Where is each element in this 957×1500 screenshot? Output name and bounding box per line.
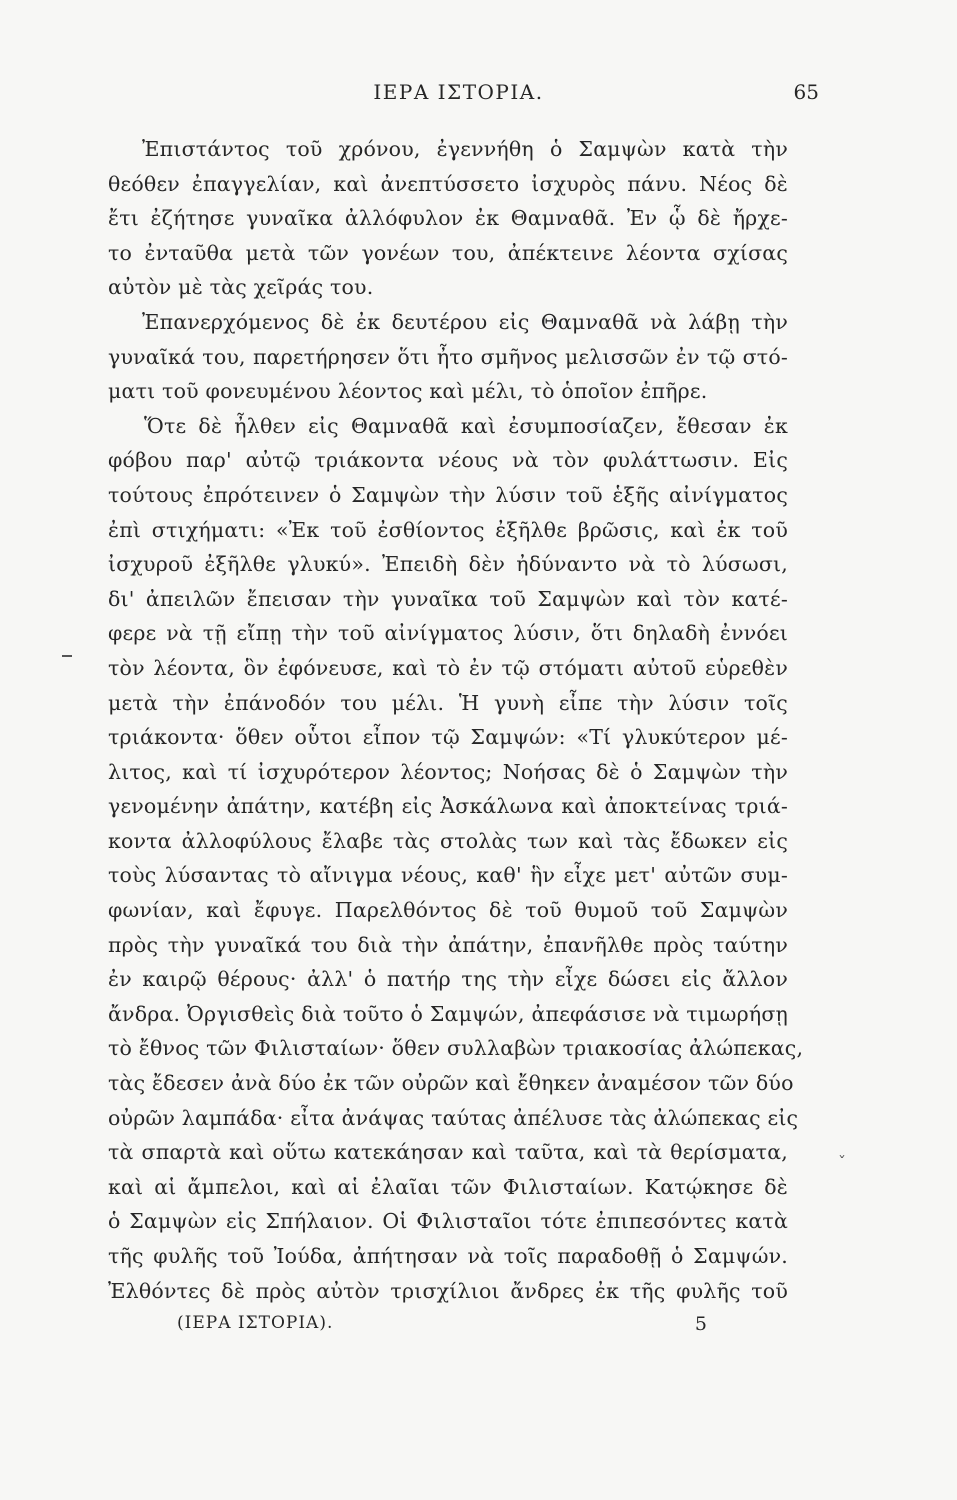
text-line: τὸ ἔθνος τῶν Φιλισταίων· ὅθεν συλλαβὼν τριακοσίας ἀλώπεκας, (108, 1036, 804, 1061)
margin-dash (62, 655, 72, 657)
text-line: κοντα ἀλλοφύλους ἔλαβε τὰς στολὰς των καὶ τὰς ἔδωκεν εἰς (108, 828, 788, 853)
text-line: λιτος, καὶ τί ἰσχυρότερον λέοντος; Νοήσας δὲ ὁ Σαμψὼν τὴν (108, 759, 788, 784)
text-line: φόβου παρ' αὐτῷ τριάκοντα νέους νὰ τὸν φυλάττωσιν. Εἰς (108, 448, 788, 473)
text-line: φερε νὰ τῇ εἴπῃ τὴν τοῦ αἰνίγματος λύσιν, ὅτι δηλαδὴ ἐννόει (108, 621, 788, 646)
page-number: 65 (793, 80, 819, 104)
text-line: τὸν λέοντα, ὃν ἐφόνευσε, καὶ τὸ ἐν τῷ στόματι αὐτοῦ εὑρεθὲν (108, 655, 788, 680)
text-line: οὐρῶν λαμπάδα· εἶτα ἀνάψας ταύτας ἀπέλυσε τὰς ἀλώπεκας εἰς (108, 1105, 799, 1130)
text-line: ἐν καιρῷ θέρους· ἀλλ' ὁ πατήρ της τὴν εἶχε δώσει εἰς ἄλλον (108, 967, 788, 992)
text-line: Ἐλθόντες δὲ πρὸς αὐτὸν τρισχίλιοι ἄνδρες ἐκ τῆς φυλῆς τοῦ (108, 1278, 788, 1303)
print-tick-mark: ˇ (838, 1153, 846, 1172)
running-head (110, 80, 819, 112)
body-text (108, 132, 804, 1308)
text-line: ἰσχυροῦ ἐξῆλθε γλυκύ». Ἐπειδὴ δὲν ἠδύναντο νὰ τὸ λύσωσι, (108, 552, 788, 577)
text-line: Ἐπιστάντος τοῦ χρόνου, ἐγεννήθη ὁ Σαμψὼν κατὰ τὴν (142, 137, 788, 161)
text-line: ἄνδρα. Ὀργισθεὶς διὰ τοῦτο ὁ Σαμψών, ἀπεφάσισε νὰ τιμωρήσῃ (108, 1001, 788, 1026)
text-line: γυναῖκά του, παρετήρησεν ὅτι ἦτο σμῆνος μελισσῶν ἐν τῷ στό- (108, 344, 788, 369)
text-line: ἐπὶ στιχήματι: «Ἐκ τοῦ ἐσθίοντος ἐξῆλθε βρῶσις, καὶ ἐκ τοῦ (108, 517, 788, 542)
text-line: τριάκοντα· ὅθεν οὗτοι εἶπον τῷ Σαμψών: «Τί γλυκύτερον μέ- (108, 725, 788, 750)
text-line: ἔτι ἐζήτησε γυναῖκα ἀλλόφυλον ἐκ Θαμναθᾶ. Ἐν ᾧ δὲ ἤρχε- (108, 206, 788, 231)
text-line: το ἐνταῦθα μετὰ τῶν γονέων του, ἀπέκτεινε λέοντα σχίσας (108, 240, 788, 265)
text-line: καὶ αἱ ἄμπελοι, καὶ αἱ ἐλαῖαι τῶν Φιλισταίων. Κατῴκησε δὲ (108, 1174, 788, 1199)
text-line: ματι τοῦ φονευμένου λέοντος καὶ μέλι, τὸ ὁποῖον ἐπῆρε. (108, 379, 708, 404)
signature-line (177, 1313, 707, 1343)
text-line: φωνίαν, καὶ ἔφυγε. Παρελθόντος δὲ τοῦ θυμοῦ τοῦ Σαμψὼν (108, 898, 788, 923)
text-line: τῆς φυλῆς τοῦ Ἰούδα, ἀπήτησαν νὰ τοῖς παραδοθῇ ὁ Σαμψών. (108, 1244, 788, 1268)
text-line: Ἐπανερχόμενος δὲ ἐκ δευτέρου εἰς Θαμναθᾶ νὰ λάβῃ τὴν (142, 309, 788, 334)
text-line: θεόθεν ἐπαγγελίαν, καὶ ἀνεπτύσσετο ἰσχυρὸς πάνυ. Νέος δὲ (108, 171, 788, 196)
text-line: τοὺς λύσαντας τὸ αἴνιγμα νέους, καθ' ἣν εἶχε μετ' αὐτῶν συμ- (108, 863, 788, 888)
text-line: μετὰ τὴν ἐπάνοδόν του μέλι. Ἡ γυνὴ εἶπε τὴν λύσιν τοῖς (108, 690, 788, 715)
signature-text: (ΙΕΡΑ ΙΣΤΟΡΙΑ). (177, 1313, 334, 1333)
text-line: ὁ Σαμψὼν εἰς Σπήλαιον. Οἱ Φιλισταῖοι τότε ἐπιπεσόντες κατὰ (108, 1209, 788, 1234)
text-line: πρὸς τὴν γυναῖκά του διὰ τὴν ἀπάτην, ἐπανῆλθε πρὸς ταύτην (108, 932, 788, 957)
text-line: αὐτὸν μὲ τὰς χεῖράς του. (108, 275, 374, 300)
running-title: ΙΕΡΑ ΙΣΤΟΡΙΑ. (373, 80, 544, 104)
text-line: Ὅτε δὲ ἦλθεν εἰς Θαμναθᾶ καὶ ἐσυμποσίαζεν, ἔθεσαν ἐκ (144, 413, 788, 438)
text-line: τὰ σπαρτὰ καὶ οὕτω κατεκάησαν καὶ ταῦτα, καὶ τὰ θερίσματα, (108, 1140, 788, 1165)
text-line: δι' ἀπειλῶν ἔπεισαν τὴν γυναῖκα τοῦ Σαμψὼν καὶ τὸν κατέ- (108, 586, 788, 611)
text-line: γενομένην ἀπάτην, κατέβη εἰς Ἀσκάλωνα καὶ ἀποκτείνας τριά- (108, 794, 788, 819)
text-line: τὰς ἔδεσεν ἀνὰ δύο ἐκ τῶν οὐρῶν καὶ ἔθηκεν ἀναμέσον τῶν δύο (108, 1071, 794, 1096)
signature-mark: 5 (694, 1313, 707, 1335)
text-line: τούτους ἐπρότεινεν ὁ Σαμψὼν τὴν λύσιν τοῦ ἑξῆς αἰνίγματος (108, 482, 788, 507)
